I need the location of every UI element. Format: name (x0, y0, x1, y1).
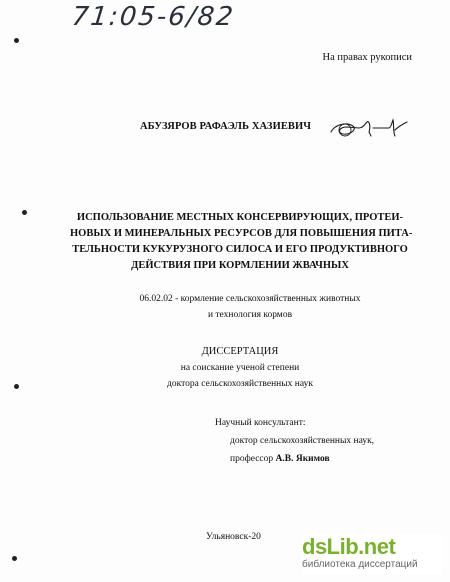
punch-hole-mark (22, 210, 27, 215)
author-row (0, 118, 450, 138)
punch-hole-mark (14, 384, 19, 389)
punch-hole-mark (12, 556, 17, 561)
advisor-name: А.В. Якимов (275, 454, 330, 464)
degree-block (70, 344, 410, 392)
specialty-line: 06.02.02 - кормление сельскохозяйственных животных (139, 294, 361, 304)
advisor-block (215, 414, 374, 468)
punch-hole-mark (14, 38, 19, 43)
signature-image (329, 118, 409, 140)
specialty-line: и технология кормов (207, 310, 293, 320)
advisor-title-line (215, 450, 374, 468)
title-line: НОВЫХ И МИНЕРАЛЬНЫХ РЕСУРСОВ ДЛЯ ПОВЫШЕНИЯ ПИТА- (70, 228, 413, 239)
advisor-label: Научный консультант: (215, 418, 306, 428)
advisor-title: профессор (230, 454, 274, 464)
city-year: Ульяновск-20 (206, 532, 261, 542)
degree-line: на соискание ученой степени (180, 363, 300, 373)
advisor-degree: доктор сельскохозяйственных наук, (230, 436, 375, 446)
rights-note: На правах рукописи (322, 52, 412, 63)
watermark-subtitle: библиотека диссертаций (302, 559, 418, 570)
title-line: ДЕЙСТВИЯ ПРИ КОРМЛЕНИИ ЖВАЧНЫХ (131, 260, 349, 271)
author-name: АБУЗЯРОВ РАФАЭЛЬ ХАЗИЕВИЧ (140, 121, 312, 132)
handwritten-archive-code: 71:05-6/82 (70, 2, 237, 32)
degree-line: доктора сельскохозяйственных наук (167, 379, 313, 389)
specialty-block (60, 291, 440, 323)
watermark (302, 534, 442, 574)
dissertation-title (70, 210, 413, 274)
watermark-logo: dsLib.net (302, 534, 396, 559)
title-line: ТЕЛЬНОСТИ КУКУРУЗНОГО СИЛОСА И ЕГО ПРОДУКТИВНОГО (72, 244, 408, 255)
title-line: ИСПОЛЬЗОВАНИЕ МЕСТНЫХ КОНСЕРВИРУЮЩИХ, ПРОТЕИ- (76, 212, 404, 223)
dissertation-heading: ДИССЕРТАЦИЯ (201, 346, 279, 357)
